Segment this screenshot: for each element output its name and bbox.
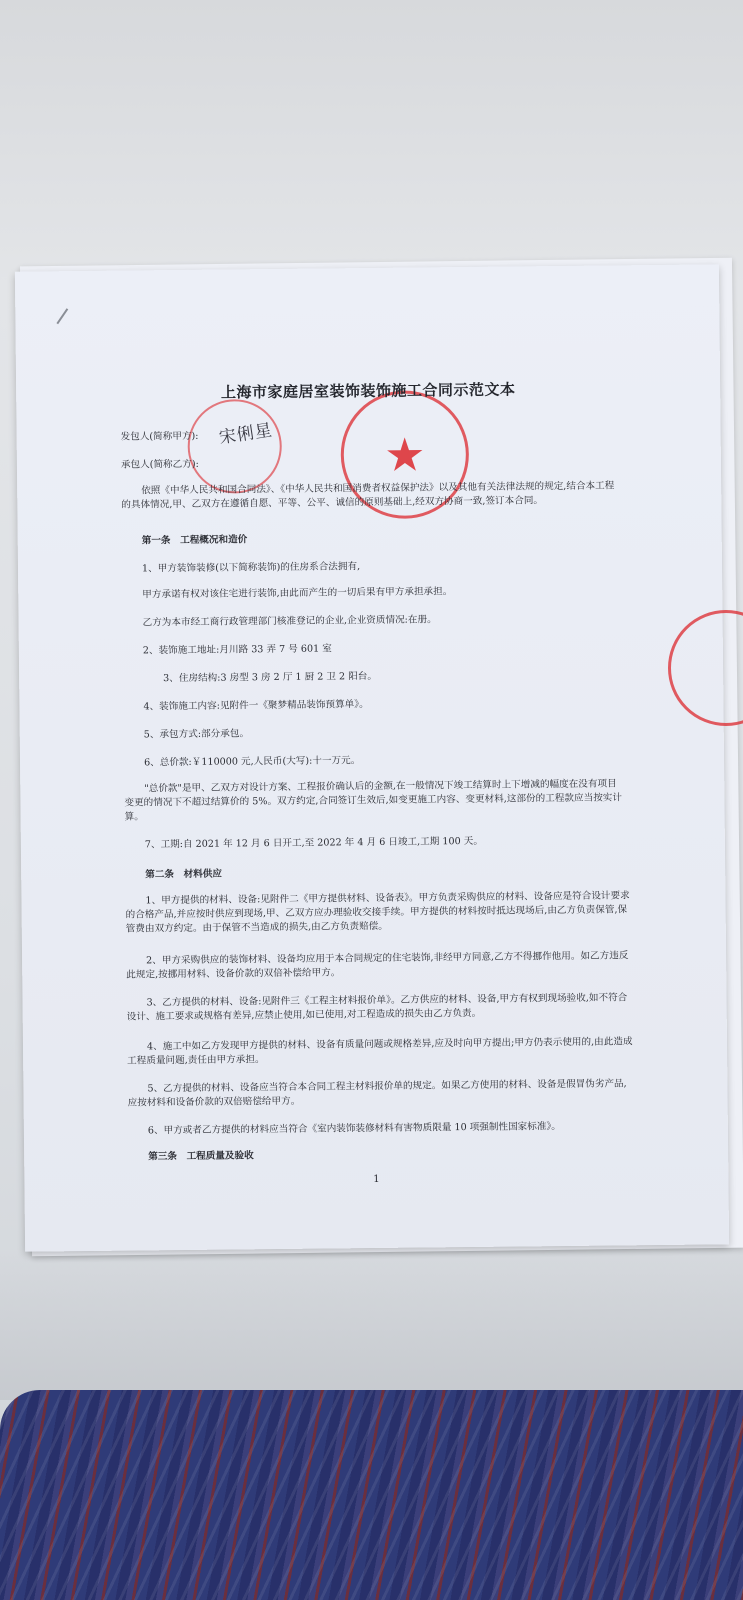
article1-item6: 6、总价款:￥110000 元,人民币(大写):十一万元。 — [143, 755, 361, 769]
article3-heading: 第三条 工程质量及验收 — [148, 1150, 254, 1163]
party-a-label: 发包人(简称甲方): — [120, 430, 199, 443]
page-number: 1 — [373, 1173, 380, 1186]
article1-item5: 5、承包方式:部分承包。 — [143, 728, 250, 741]
article2-item6: 6、甲方或者乙方提供的材料应当符合《室内装饰装修材料有害物质限量 10 项强制性国家标准》。 — [147, 1121, 561, 1137]
party-a-signature: 宋俐星 — [217, 420, 275, 449]
staple — [56, 308, 68, 324]
article2-item5: 5、乙方提供的材料、设备应当符合本合同工程主材料报价单的规定。如果乙方使用的材料、设备是假冒伪劣产品,应按材料和设备价款的双倍赔偿给甲方。 — [127, 1078, 627, 1109]
article2-item1: 1、甲方提供的材料、设备:见附件二《甲方提供材料、设备表》。甲方负责采购供应的材料、设备应是符合设计要求的合格产品,并应按时供应到现场,甲、乙双方应办理验收交接手续。甲方提供的材料按时抵达现场后,由乙方负责保管,保管费由双方约定。由于保管不当造成的损失,由乙方负责赔偿。 — [125, 890, 630, 935]
article1-heading: 第一条 工程概况和造价 — [141, 534, 248, 547]
article1-note: "总价款"是甲、乙双方对设计方案、工程报价确认后的金额,在一般情况下竣工结算时上下增减的幅度在没有项目变更的情况下不超过结算价的 5%。双方约定,合同签订生效后,如变更施工内容、变更材料,这部份的工程款应当按实计算。 — [124, 778, 623, 823]
article1-item3: 3、住房结构:3 房型 3 房 2 厅 1 厨 2 卫 2 阳台。 — [163, 670, 378, 685]
company-seal-small — [187, 399, 282, 494]
article1-item1b: 甲方承诺有权对该住宅进行装饰,由此而产生的一切后果有甲方承担承担。 — [142, 586, 453, 601]
article1-item4: 4、装饰施工内容:见附件一《聚梦精品装饰预算单》。 — [143, 699, 369, 713]
contract-page — [15, 264, 729, 1251]
fabric-foreground — [0, 1390, 743, 1600]
article2-item2: 2、甲方采购供应的装饰材料、设备均应用于本合同规定的住宅装饰,非经甲方同意,乙方不得挪作他用。如乙方违反此规定,按挪用材料、设备价款的双倍补偿给甲方。 — [126, 950, 629, 981]
article1-item7: 7、工期:自 2021 年 12 月 6 日开工,至 2022 年 4 月 6 日竣工,工期 100 天。 — [144, 835, 484, 851]
intro-paragraph: 依照《中华人民共和国合同法》、《中华人民共和国消费者权益保护法》以及其他有关法律法规的规定,结合本工程的具体情况,甲、乙双方在遵循自愿、平等、公平、诚信的原则基础上,经双方协商一致,签订本合同。 — [121, 480, 615, 511]
seal-star-icon: ★ — [383, 427, 426, 482]
article1-item1: 1、甲方装饰装修(以下简称装饰)的住房系合法拥有, — [141, 561, 361, 575]
article2-heading: 第二条 材料供应 — [145, 868, 223, 881]
article2-item3: 3、乙方提供的材料、设备:见附件三《工程主材料报价单》。乙方供应的材料、设备,甲方有权到现场验收,如不符合设计、施工要求或规格有差异,应禁止使用,如已使用,对工程造成的损失由乙方负责。 — [126, 992, 628, 1023]
party-b-label: 承包人(简称乙方): — [120, 458, 199, 471]
article1-item2: 2、装饰施工地址:月川路 33 弄 7 号 601 室 — [142, 643, 332, 657]
article1-item1c: 乙方为本市经工商行政管理部门核准登记的企业,企业资质情况:在册。 — [142, 614, 437, 629]
article2-item4: 4、施工中如乙方发现甲方提供的材料、设备有质量问题或规格差异,应及时向甲方提出;甲方仍表示使用的,由此造成工程质量问题,责任由甲方承担。 — [127, 1036, 633, 1067]
document-title: 上海市家庭居室装饰装饰施工合同示范文本 — [220, 380, 516, 402]
table-surface — [0, 1250, 743, 1400]
